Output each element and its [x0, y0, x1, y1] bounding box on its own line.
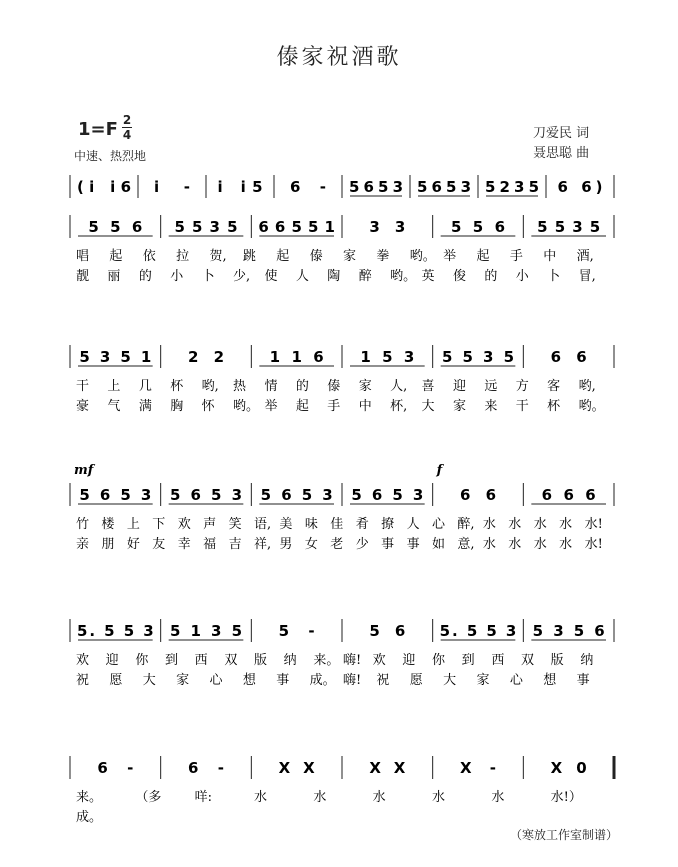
lyric-syllable: 老 — [330, 537, 344, 552]
lyric-syllable: 友 — [152, 537, 166, 552]
lyric-syllable: 的 — [484, 269, 498, 284]
composer-credit: 聂思聪 曲 — [533, 146, 590, 161]
lyric-syllable: 水 — [432, 790, 446, 805]
measure-notes: 6 6 6 — [541, 486, 596, 504]
measure-notes: 6 6 — [550, 348, 587, 366]
lyric-syllable: 成。 — [309, 673, 336, 688]
lyric-syllable: 的 — [295, 379, 309, 394]
lyric-syllable: 举 — [443, 249, 457, 264]
measure-notes: 6 - — [290, 178, 326, 196]
measure-notes: 5 5 3 5 — [174, 218, 238, 236]
lyric-syllable: 下 — [152, 517, 166, 532]
measure-notes: 6 6 — [460, 486, 496, 504]
lyric-syllable: 俊 — [452, 269, 466, 284]
lyric-syllable: 跳 — [242, 249, 256, 264]
measure-notes: X 0 — [550, 759, 587, 777]
measure-notes: 5 6 5 3 — [260, 486, 333, 504]
lyric-syllable: 水 — [533, 517, 547, 532]
song-title: 傣家祝酒歌 — [276, 45, 402, 70]
measure-notes: 5 6 5 3 — [170, 486, 242, 504]
lyric-syllable: 卜 — [547, 269, 561, 284]
lyric-syllable: 水 — [559, 517, 573, 532]
lyric-syllable: 杯 — [170, 379, 184, 394]
lyric-syllable: 纳 — [283, 653, 297, 668]
measure-notes: 2 2 — [188, 348, 224, 366]
lyric-syllable: 中 — [358, 399, 372, 414]
lyric-syllable: 西 — [194, 653, 208, 668]
lyric-syllable: 大 — [142, 673, 156, 688]
lyric-syllable: 杯, — [390, 399, 408, 414]
lyric-syllable: 美 — [279, 517, 293, 532]
lyric-syllable: 水 — [508, 537, 522, 552]
lyric-syllable: 干 — [76, 379, 90, 394]
lyric-syllable: 来 — [484, 399, 498, 414]
lyric-syllable: 嗨! — [343, 673, 362, 688]
lyric-syllable: 幸 — [177, 537, 191, 552]
measure-notes: 1 5 3 — [360, 348, 415, 366]
lyric-syllable: 陶 — [327, 269, 341, 284]
measure-notes: 5 5 6 — [451, 218, 505, 236]
measure-notes: X - — [460, 759, 496, 777]
measure-notes: 5 5 6 — [88, 218, 143, 236]
measure-notes: 5. 5 5 3 — [77, 622, 154, 640]
lyric-syllable: 女 — [304, 537, 318, 552]
lyric-syllable: 味 — [304, 517, 318, 532]
dynamic-mf: mf — [74, 463, 94, 478]
lyric-syllable: 肴 — [355, 517, 369, 532]
lyric-syllable: 祝 — [376, 673, 390, 688]
lyric-syllable: 贺, — [209, 249, 227, 264]
measure-notes: 5 6 — [369, 622, 406, 640]
lyric-syllable: 心 — [209, 673, 223, 688]
lyric-syllable: 福 — [203, 537, 217, 552]
lyric-syllable: 水 — [491, 790, 505, 805]
lyric-syllable: 哟。 — [578, 399, 605, 414]
measure-notes: 5 - — [278, 622, 315, 640]
lyric-syllable: 欢 — [372, 653, 386, 668]
lyric-syllable: 手 — [509, 249, 523, 264]
lyric-syllable: 迎 — [402, 653, 416, 668]
lyric-syllable: 起 — [295, 399, 309, 414]
lyricist-credit: 刀爱民 词 — [533, 126, 590, 141]
measure-notes: 5 6 5 3 — [417, 178, 471, 196]
measure-notes: 5 2 3 5 — [485, 178, 539, 196]
lyric-syllable: 家 — [358, 379, 372, 394]
lyric-syllable: 水!） — [550, 790, 582, 805]
lyric-syllable: （多 — [135, 790, 162, 805]
lyric-syllable: 大 — [443, 673, 457, 688]
lyric-syllable: 的 — [138, 269, 152, 284]
lyric-syllable: 竹 — [76, 517, 90, 532]
lyric-syllable: 热 — [233, 379, 247, 394]
lyric-syllable: 纳 — [580, 653, 594, 668]
measure-notes: 6 - — [188, 759, 224, 777]
tempo-marking: 中速、热烈地 — [74, 149, 147, 163]
lyric-syllable: 水 — [372, 790, 386, 805]
lyric-syllable: 使 — [264, 269, 278, 284]
lyric-syllable: 迎 — [452, 379, 466, 394]
lyric-syllable: 你 — [432, 653, 446, 668]
lyric-syllable: 到 — [461, 653, 475, 668]
lyric-syllable: 干 — [515, 399, 529, 414]
lyric-syllable: 上 — [107, 379, 121, 394]
lyric-syllable: 醉 — [358, 269, 372, 284]
lyric-syllable: 版 — [550, 653, 564, 668]
measure-notes: 6 6 5 5 1 — [258, 218, 335, 236]
lyric-syllable: 家 — [452, 399, 466, 414]
lyric-syllable: 水! — [584, 517, 603, 532]
lyric-syllable: 唱 — [76, 249, 90, 264]
lyric-syllable: 家 — [476, 673, 490, 688]
lyric-syllable: 愿 — [109, 673, 123, 688]
lyric-syllable: 胸 — [170, 399, 184, 414]
lyric-syllable: 想 — [242, 673, 256, 688]
lyric-syllable: 事 — [381, 537, 395, 552]
lyric-syllable: 酒, — [576, 249, 594, 264]
lyric-syllable: 到 — [165, 653, 179, 668]
lyric-syllable: 好 — [126, 537, 140, 552]
lyric-syllable: 起 — [109, 249, 123, 264]
lyric-syllable: 客 — [547, 379, 561, 394]
lyric-syllable: 大 — [421, 399, 435, 414]
lyric-syllable: 吉 — [228, 537, 242, 552]
measure-notes: 6 6) — [557, 178, 603, 196]
measure-notes: 6 - — [97, 759, 134, 777]
lyric-syllable: 几 — [138, 379, 152, 394]
lyric-syllable: 版 — [254, 653, 268, 668]
lyric-syllable: 成。 — [76, 810, 103, 825]
measure-notes: 5 5 3 5 — [442, 348, 514, 366]
lyric-syllable: 想 — [543, 673, 557, 688]
lyric-syllable: 怀 — [201, 399, 215, 414]
lyric-syllable: 人 — [406, 517, 420, 532]
lyric-syllable: 傣 — [309, 249, 323, 264]
lyric-syllable: 撩 — [381, 517, 395, 532]
lyric-syllable: 水 — [508, 517, 522, 532]
lyric-syllable: 水 — [533, 537, 547, 552]
lyric-syllable: 哟, — [578, 379, 596, 394]
lyric-syllable: 心 — [432, 517, 446, 532]
measure-notes: 5 5 3 5 — [537, 218, 601, 236]
lyric-syllable: 满 — [138, 399, 152, 414]
lyric-syllable: 家 — [176, 673, 190, 688]
lyric-syllable: 事 — [276, 673, 290, 688]
measure-notes: 3 3 — [369, 218, 406, 236]
measure-notes: 1 1 6 — [269, 348, 324, 366]
lyric-syllable: 愿 — [409, 673, 423, 688]
lyric-syllable: 人 — [295, 269, 309, 284]
lyric-syllable: 起 — [276, 249, 290, 264]
lyric-syllable: 水 — [482, 517, 496, 532]
lyric-syllable: 哟。 — [390, 269, 417, 284]
lyric-syllable: 卜 — [201, 269, 215, 284]
lyric-syllable: 朋 — [101, 537, 115, 552]
lyric-syllable: 拳 — [376, 249, 390, 264]
measure-notes: 5 6 5 3 — [349, 178, 403, 196]
lyric-syllable: 心 — [509, 673, 523, 688]
lyric-syllable: 水 — [559, 537, 573, 552]
lyric-syllable: 楼 — [101, 517, 115, 532]
lyric-syllable: 男 — [279, 537, 293, 552]
meter-bottom: 4 — [122, 128, 132, 142]
lyric-syllable: 少 — [355, 537, 369, 552]
lyric-syllable: 事 — [576, 673, 590, 688]
measure-notes: 5 1 3 5 — [170, 622, 242, 640]
lyric-syllable: 远 — [484, 379, 498, 394]
measure-notes: 5 6 5 3 — [79, 486, 152, 504]
lyric-syllable: 嗨! — [343, 653, 362, 668]
measure-notes: (i i6 — [77, 178, 131, 196]
lyric-syllable: 情 — [264, 379, 278, 394]
lyric-syllable: 丽 — [107, 269, 121, 284]
lyric-syllable: 声 — [203, 517, 217, 532]
lyric-syllable: 双 — [224, 653, 238, 668]
lyric-syllable: 哟, — [201, 379, 219, 394]
dynamic-f: f — [436, 463, 443, 478]
lyric-syllable: 上 — [126, 517, 140, 532]
lyric-syllable: 杯 — [547, 399, 561, 414]
lyric-syllable: 佳 — [330, 517, 344, 532]
measure-notes: X X — [369, 759, 406, 777]
key-signature: 1=F — [78, 119, 118, 140]
measure-notes: i - — [154, 178, 190, 196]
lyric-syllable: 气 — [107, 399, 121, 414]
lyric-syllable: 你 — [135, 653, 149, 668]
lyric-syllable: 哟。 — [409, 249, 436, 264]
lyric-syllable: 水 — [254, 790, 268, 805]
lyric-syllable: 小 — [515, 269, 529, 284]
lyric-syllable: 喜 — [421, 379, 435, 394]
lyric-syllable: 家 — [343, 249, 357, 264]
lyric-syllable: 水 — [482, 537, 496, 552]
lyric-syllable: 傣 — [327, 379, 341, 394]
lyric-syllable: 手 — [327, 399, 341, 414]
measure-notes: 5 3 5 1 — [79, 348, 152, 366]
lyric-syllable: 笑 — [228, 517, 242, 532]
lyric-syllable: 拉 — [176, 249, 190, 264]
lyric-syllable: 方 — [515, 379, 529, 394]
lyric-syllable: 迎 — [105, 653, 119, 668]
lyric-syllable: 哟。 — [233, 399, 260, 414]
lyric-syllable: 豪 — [76, 399, 90, 414]
lyric-syllable: 祝 — [76, 673, 90, 688]
lyric-syllable: 欢 — [76, 653, 90, 668]
lyric-syllable: 冒, — [578, 269, 596, 284]
transcriber-credit: （寒放工作室制谱） — [509, 828, 618, 842]
lyric-syllable: 举 — [264, 399, 278, 414]
lyric-syllable: 起 — [476, 249, 490, 264]
lyric-syllable: 西 — [491, 653, 505, 668]
lyric-syllable: 英 — [421, 269, 435, 284]
lyric-syllable: 水 — [313, 790, 327, 805]
lyric-syllable: 欢 — [177, 517, 191, 532]
lyric-syllable: 事 — [406, 537, 420, 552]
lyric-syllable: 水! — [584, 537, 603, 552]
lyric-syllable: 来。 — [76, 790, 103, 805]
meter-top: 2 — [122, 113, 132, 127]
measure-notes: 5 3 5 6 — [532, 622, 605, 640]
lyric-syllable: 来。 — [313, 653, 340, 668]
lyric-syllable: 祥, — [254, 537, 272, 552]
lyric-syllable: 双 — [521, 653, 535, 668]
lyric-syllable: 咩: — [194, 790, 213, 805]
lyric-syllable: 靓 — [76, 269, 90, 284]
lyric-syllable: 小 — [170, 269, 184, 284]
lyric-syllable: 亲 — [76, 537, 90, 552]
lyric-syllable: 意, — [457, 537, 475, 552]
measure-notes: 5 6 5 3 — [351, 486, 424, 504]
measure-notes: i i5 — [217, 178, 263, 196]
measure-notes: 5. 5 5 3 — [439, 622, 517, 640]
lyric-syllable: 依 — [142, 249, 156, 264]
lyric-syllable: 人, — [390, 379, 408, 394]
lyric-syllable: 少, — [233, 269, 251, 284]
measure-notes: X X — [278, 759, 315, 777]
lyric-syllable: 语, — [254, 517, 272, 532]
lyric-syllable: 中 — [543, 249, 557, 264]
lyric-syllable: 醉, — [457, 517, 475, 532]
lyric-syllable: 如 — [432, 537, 446, 552]
